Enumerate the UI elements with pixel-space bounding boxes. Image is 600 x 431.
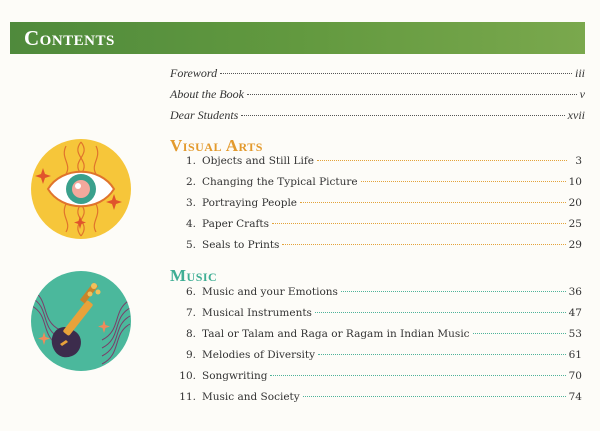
chapter-title: Melodies of Diversity [202, 349, 316, 361]
chapter-page: 29 [568, 239, 582, 251]
contents-banner [10, 22, 585, 54]
music-chapter-list [170, 286, 582, 412]
section-title-text: Visual Arts [170, 136, 263, 155]
chapter-page: 20 [568, 197, 582, 209]
chapter-number: 1. [185, 155, 196, 167]
dot-leader [272, 223, 566, 224]
chapter-page: 3 [575, 155, 582, 167]
chapter-title: Objects and Still Life [202, 155, 314, 167]
chapter-number: 3. [185, 197, 196, 209]
chapter-number: 4. [185, 218, 196, 230]
chapter-number: 9. [185, 349, 196, 361]
front-matter-title: Foreword [170, 66, 218, 80]
chapter-row[interactable] [170, 286, 582, 307]
chapter-number: 5. [185, 239, 196, 251]
chapter-page: 36 [568, 286, 582, 298]
chapter-title: Portraying People [202, 197, 298, 209]
chapter-page: 47 [568, 307, 582, 319]
chapter-row[interactable] [170, 391, 582, 412]
chapter-row[interactable] [170, 218, 582, 239]
chapter-title: Music and your Emotions [202, 286, 338, 298]
section-title-visual-arts [170, 136, 263, 156]
chapter-page: 74 [568, 391, 582, 403]
chapter-title: Paper Crafts [202, 218, 269, 230]
dot-leader [473, 333, 566, 334]
chapter-number: 11. [179, 391, 196, 403]
front-matter-title: About the Book [170, 87, 244, 101]
chapter-title: Songwriting [202, 370, 268, 382]
dot-leader [282, 244, 565, 245]
dot-leader [247, 94, 577, 95]
visual-arts-chapter-list [170, 155, 582, 260]
chapter-number: 7. [185, 307, 196, 319]
chapter-row[interactable] [170, 328, 582, 349]
chapter-title: Changing the Typical Picture [202, 176, 358, 188]
chapter-page: 61 [568, 349, 582, 361]
front-matter-item[interactable] [170, 108, 585, 129]
page-title: Contents [24, 26, 115, 50]
dot-leader [303, 396, 566, 397]
chapter-row[interactable] [170, 176, 582, 197]
chapter-row[interactable] [170, 239, 582, 260]
section-title-text: Music [170, 266, 218, 285]
dot-leader [361, 181, 566, 182]
chapter-row[interactable] [170, 307, 582, 328]
dot-leader [341, 291, 566, 292]
chapter-title: Music and Society [202, 391, 300, 403]
chapter-number: 10. [179, 370, 196, 382]
chapter-number: 2. [185, 176, 196, 188]
chapter-title: Taal or Talam and Raga or Ragam in Indian Music [202, 328, 470, 340]
dot-leader [315, 312, 566, 313]
dot-leader [318, 354, 566, 355]
chapter-page: 10 [568, 176, 582, 188]
section-title-music [170, 266, 217, 286]
chapter-title: Seals to Prints [202, 239, 280, 251]
chapter-number: 6. [185, 286, 196, 298]
front-matter-list [170, 66, 585, 129]
chapter-row[interactable] [170, 349, 582, 370]
dot-leader [300, 202, 566, 203]
front-matter-item[interactable] [170, 66, 585, 87]
dot-leader [220, 73, 572, 74]
front-matter-page: xvii [567, 108, 585, 122]
sitar-icon [30, 270, 132, 372]
front-matter-page: v [579, 87, 585, 101]
front-matter-item[interactable] [170, 87, 585, 108]
front-matter-page: iii [574, 66, 585, 80]
chapter-title: Musical Instruments [202, 307, 312, 319]
chapter-row[interactable] [170, 370, 582, 391]
dot-leader [317, 160, 567, 161]
chapter-page: 53 [568, 328, 582, 340]
chapter-row[interactable] [170, 197, 582, 218]
chapter-page: 70 [568, 370, 582, 382]
chapter-number: 8. [185, 328, 196, 340]
dot-leader [270, 375, 565, 376]
dot-leader [241, 115, 564, 116]
eye-icon [30, 138, 132, 240]
chapter-page: 25 [568, 218, 582, 230]
chapter-row[interactable] [170, 155, 582, 176]
front-matter-title: Dear Students [170, 108, 239, 122]
